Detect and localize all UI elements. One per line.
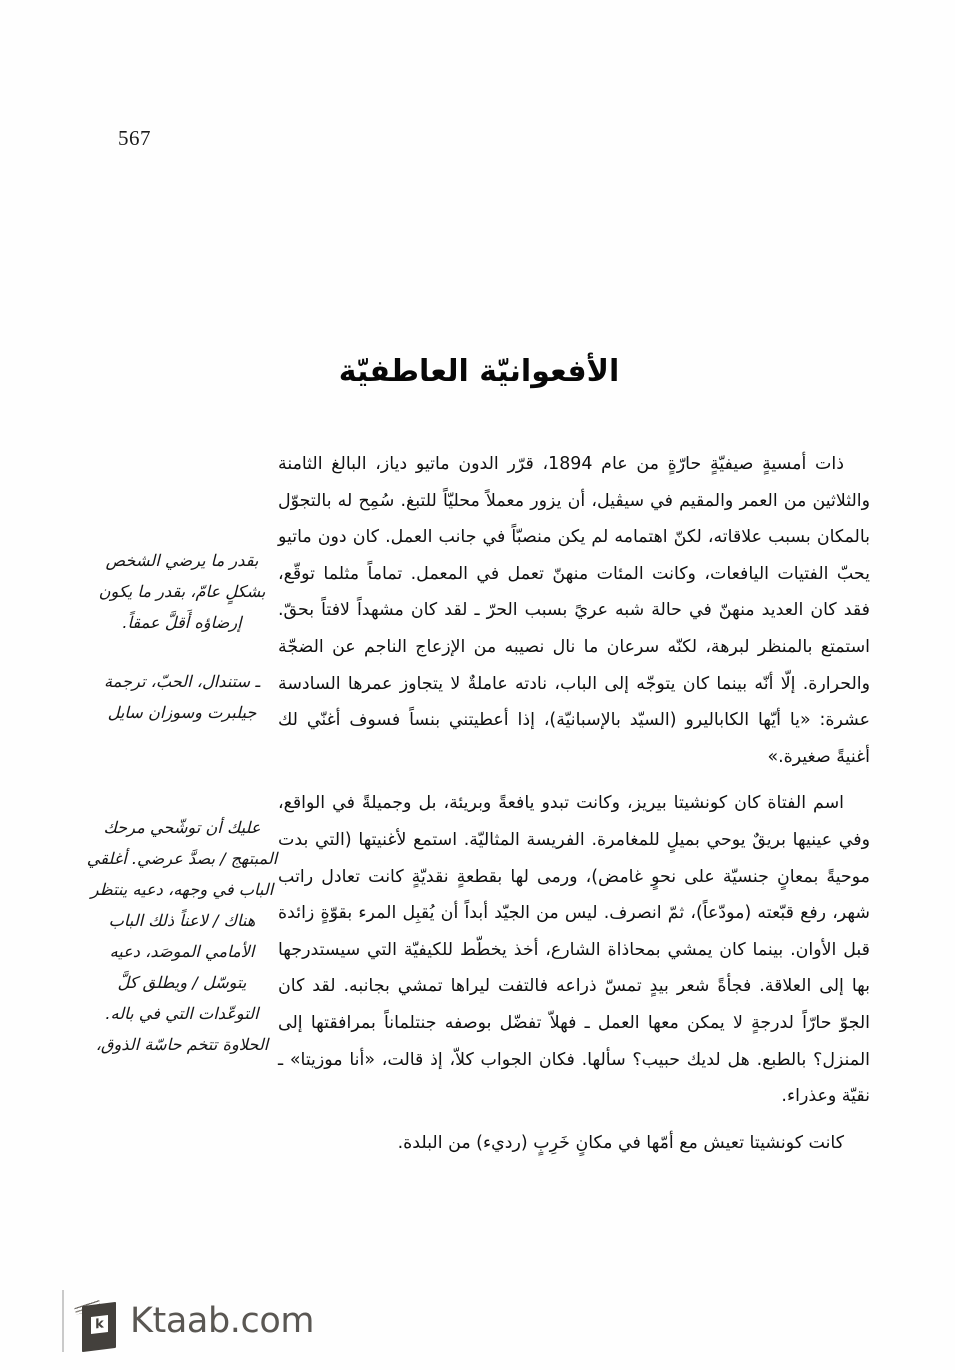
margin-notes-column	[86, 545, 278, 1060]
main-text-column	[278, 446, 870, 1161]
body-paragraph-1: ذات أمسيةٍ صيفيّةٍ حارّةٍ من عام 1894، قرّر الدون ماتيو دياز، البالغ الثامنة والثلاثين من العمر والمقيم في سيڤيل، أن يزور معملاً محليّاً للتبغ. سُمِح له بالتجوّل بالمكان بسبب علاقاته، لكنّ اهتمامه لم يكن منصبّاً في جانب العمل. كان دون ماتيو يحبّ الفتيات اليافعات، وكانت المئات منهنّ تعمل في المعمل. تماماً مثلما توقّع، فقد كان العديد منهنّ في حالة شبه عريً بسبب الحرّ ـ لقد كان مشهداً لافتاً بحقّ. استمتع بالمنظر لبرهة، لكنّه سرعان ما نال نصيبه من الإزعاج الناجم عن الضجّة والحرارة. إلّا أنّه بينما كان يتوجّه إلى الباب، نادته عاملةٌ لا يتجاوز عمرها السادسة عشرة: «يا أيّها الكاباليرو (السيّد بالإسبانيّة)، إذا أعطيتني بنساً فسوف أغنّي لك أغنيةً صغيرة.»	[278, 454, 870, 767]
attribution-work-title: الحبّ	[155, 672, 192, 691]
margin-note-attribution	[86, 666, 278, 728]
attribution-author: ـ ستندال،	[191, 672, 260, 691]
site-watermark	[62, 1290, 314, 1352]
watermark-label: Ktaab.com	[130, 1301, 315, 1341]
body-paragraph-2: اسم الفتاة كان كونشيتا بيريز، وكانت تبدو يافعةً وبريئة، بل وجميلةً في الواقع، وفي عينيها بريقٌ يوحي بميلٍ للمغامرة. الفريسة المثاليّة. استمع لأغنيتها (التي بدت موحيةً بمعانٍ جنسيّة على نحوٍ غامض)، ورمى لها بقطعةٍ نقديّةٍ كانت تعادل راتب شهر، رفع قبّعته (مودّعاً)، ثمّ انصرف. ليس من الجيّد أبداً أن يُقبِل المرء بقوّةٍ زائدة قبل الأوان. بينما كان يمشي بمحاذاة الشارع، أخذ يخطّط للكيفيّة التي سيستدرجها بها إلى العلاقة. فجأةً شعر بيدٍ تمسّ ذراعه فالتفت ليراها تمشي بجانبه. لقد كان الجوّ حارّاً لدرجةٍ لا يمكن معها العمل ـ فهلاّ تفضّل بوصفه جنتلماناً بمرافقتها إلى المنزل؟ بالطبع. هل لديك حبيب؟ سألها. فكان الجواب كلاّ، إذ قالت، «أنا موزيتا» ـ نقيّة وعذراء.	[278, 793, 870, 1107]
body-paragraph-3: كانت كونشيتا تعيش مع أمّها في مكانٍ خَرِبٍ (رديء) من البلدة.	[397, 1132, 844, 1153]
attribution-translators: ، ترجمة جيلبرت وسوزان سايل	[104, 672, 257, 722]
margin-note-quote-1: بقدر ما يرضي الشخص بشكلٍ عامّ، بقدر ما يكون إرضاؤه أَقلَّ عمقاً.	[98, 551, 266, 632]
margin-note-quote-2: عليك أن توشّحي مرحك المبتهج / بصدَّ عرضي. أغلقي الباب في وجهه، دعيه ينتظر هناك / لاعناً ذلك الباب الأمامي الموصَد، دعيه يتوسّل / ويطلق كلَّ التوعّدات التي في باله. الحلاوة تتخم حاسّة الذوق،	[86, 818, 278, 1054]
chapter-title: الأفعوانيّة العاطفيّة	[338, 354, 620, 390]
page-number: 567	[118, 126, 151, 150]
book-logo-icon	[74, 1292, 118, 1350]
book-logo-letter: k	[91, 1315, 108, 1334]
watermark-divider	[62, 1290, 64, 1352]
